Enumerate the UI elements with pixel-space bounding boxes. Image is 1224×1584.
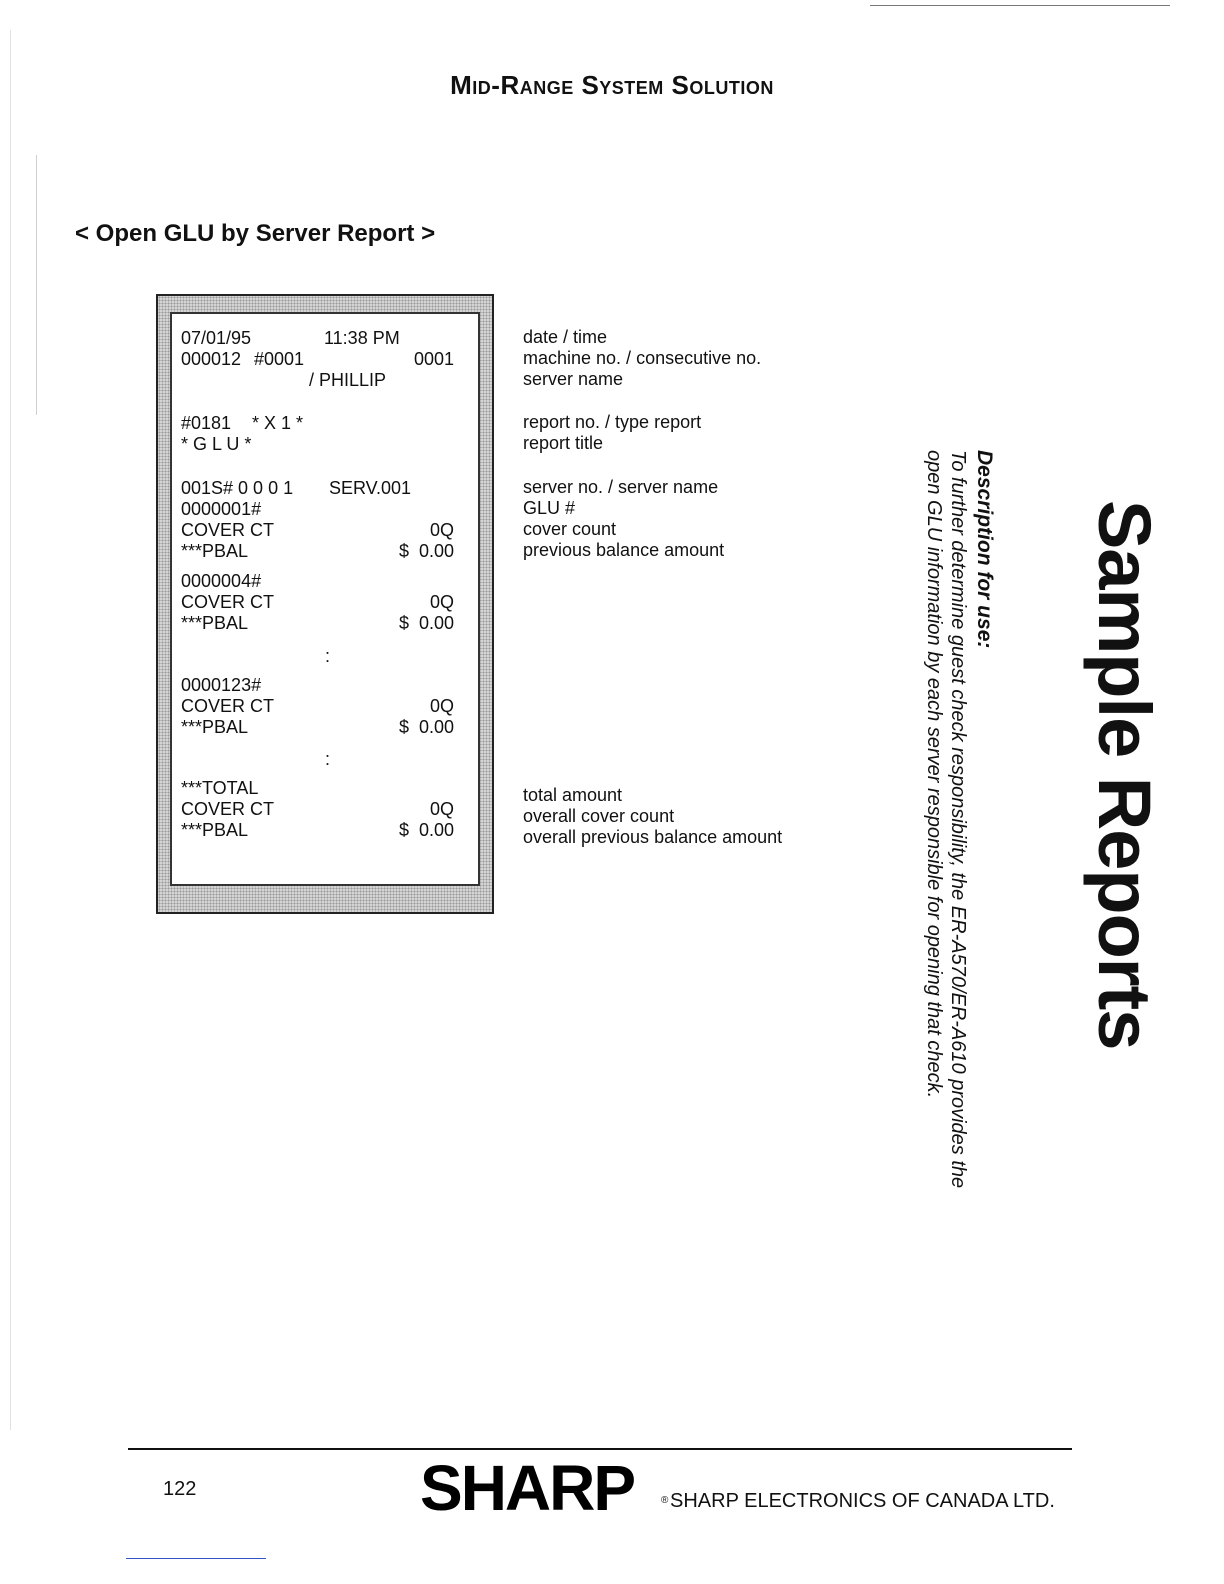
receipt-report-title: * G L U *: [181, 434, 252, 454]
receipt-pbal-value: $ 0.00: [398, 613, 454, 633]
receipt-consecutive-no: #0001: [254, 349, 305, 369]
receipt-report-no: #0181: [181, 413, 232, 433]
desc-machine: machine no. / consecutive no.: [523, 348, 762, 368]
receipt-cover-value: 0Q: [429, 696, 454, 716]
desc-report-no: report no. / type report: [523, 412, 702, 432]
receipt-date: 07/01/95: [181, 328, 252, 348]
receipt-pbal-label: ***PBAL: [181, 613, 249, 633]
receipt-pbal-label: ***PBAL: [181, 541, 249, 561]
receipt-total-cover-value: 0Q: [429, 799, 454, 819]
receipt-total-label: ***TOTAL: [181, 778, 259, 798]
receipt-cover-value: 0Q: [429, 520, 454, 540]
receipt-ellipsis: :: [325, 646, 331, 666]
page-number: 122: [163, 1478, 197, 1500]
desc-previous-balance: previous balance amount: [523, 540, 725, 560]
receipt-server-code: SERV.001: [329, 478, 412, 498]
side-panel: [898, 450, 1168, 1190]
registered-mark: ®: [661, 1495, 669, 1506]
desc-server-no: server no. / server name: [523, 477, 719, 497]
page-header-title: Mid-Range System Solution: [450, 70, 774, 100]
receipt-pbal-value: $ 0.00: [398, 541, 454, 561]
receipt-glu-number: 0000123#: [181, 675, 262, 695]
receipt-total-pbal-label: ***PBAL: [181, 820, 249, 840]
receipt-glu-number: 0000004#: [181, 571, 262, 591]
scan-mark-top: [870, 5, 1170, 6]
side-panel-description-text: To further determine guest check responsibility, the ER-A570/ER-A610 provides the open GLU information by each server responsible for opening that check.: [923, 450, 969, 1189]
receipt-cover-label: COVER CT: [181, 520, 275, 540]
receipt-machine-no: 000012: [181, 349, 242, 369]
desc-overall-cover: overall cover count: [523, 806, 675, 826]
receipt-pbal-label: ***PBAL: [181, 717, 249, 737]
receipt-cover-label: COVER CT: [181, 592, 275, 612]
scan-mark-left-inner: [36, 155, 37, 415]
receipt-paper: [170, 312, 480, 886]
desc-server-name: server name: [523, 369, 624, 389]
receipt-server-name: / PHILLIP: [309, 370, 387, 390]
side-panel-title: Sample Reports: [1083, 500, 1166, 1050]
receipt-ellipsis: :: [325, 749, 331, 769]
receipt-server-no: 001S# 0 0 0 1: [181, 478, 294, 498]
scan-mark-bottom: [126, 1558, 266, 1559]
receipt-pbal-value: $ 0.00: [398, 717, 454, 737]
receipt-report-type: * X 1 *: [252, 413, 304, 433]
desc-report-title: report title: [523, 433, 604, 453]
desc-total-amount: total amount: [523, 785, 623, 805]
desc-date-time: date / time: [523, 327, 608, 347]
receipt-time: 11:38 PM: [324, 328, 400, 348]
desc-overall-previous: overall previous balance amount: [523, 827, 783, 847]
report-heading: < Open GLU by Server Report >: [75, 220, 436, 247]
desc-glu: GLU #: [523, 498, 576, 518]
receipt-cover-value: 0Q: [429, 592, 454, 612]
scan-mark-left: [10, 30, 11, 1430]
footer-company-name: SHARP ELECTRONICS OF CANADA LTD.: [670, 1490, 1055, 1512]
receipt-glu-number: 0000001#: [181, 499, 262, 519]
receipt-total-cover-label: COVER CT: [181, 799, 275, 819]
desc-cover-count: cover count: [523, 519, 617, 539]
receipt-code: 0001: [413, 349, 454, 369]
receipt-total-pbal-value: $ 0.00: [398, 820, 454, 840]
side-panel-description-label: Description for use:: [973, 450, 996, 649]
sharp-logo: SHARP: [420, 1452, 635, 1524]
receipt-cover-label: COVER CT: [181, 696, 275, 716]
